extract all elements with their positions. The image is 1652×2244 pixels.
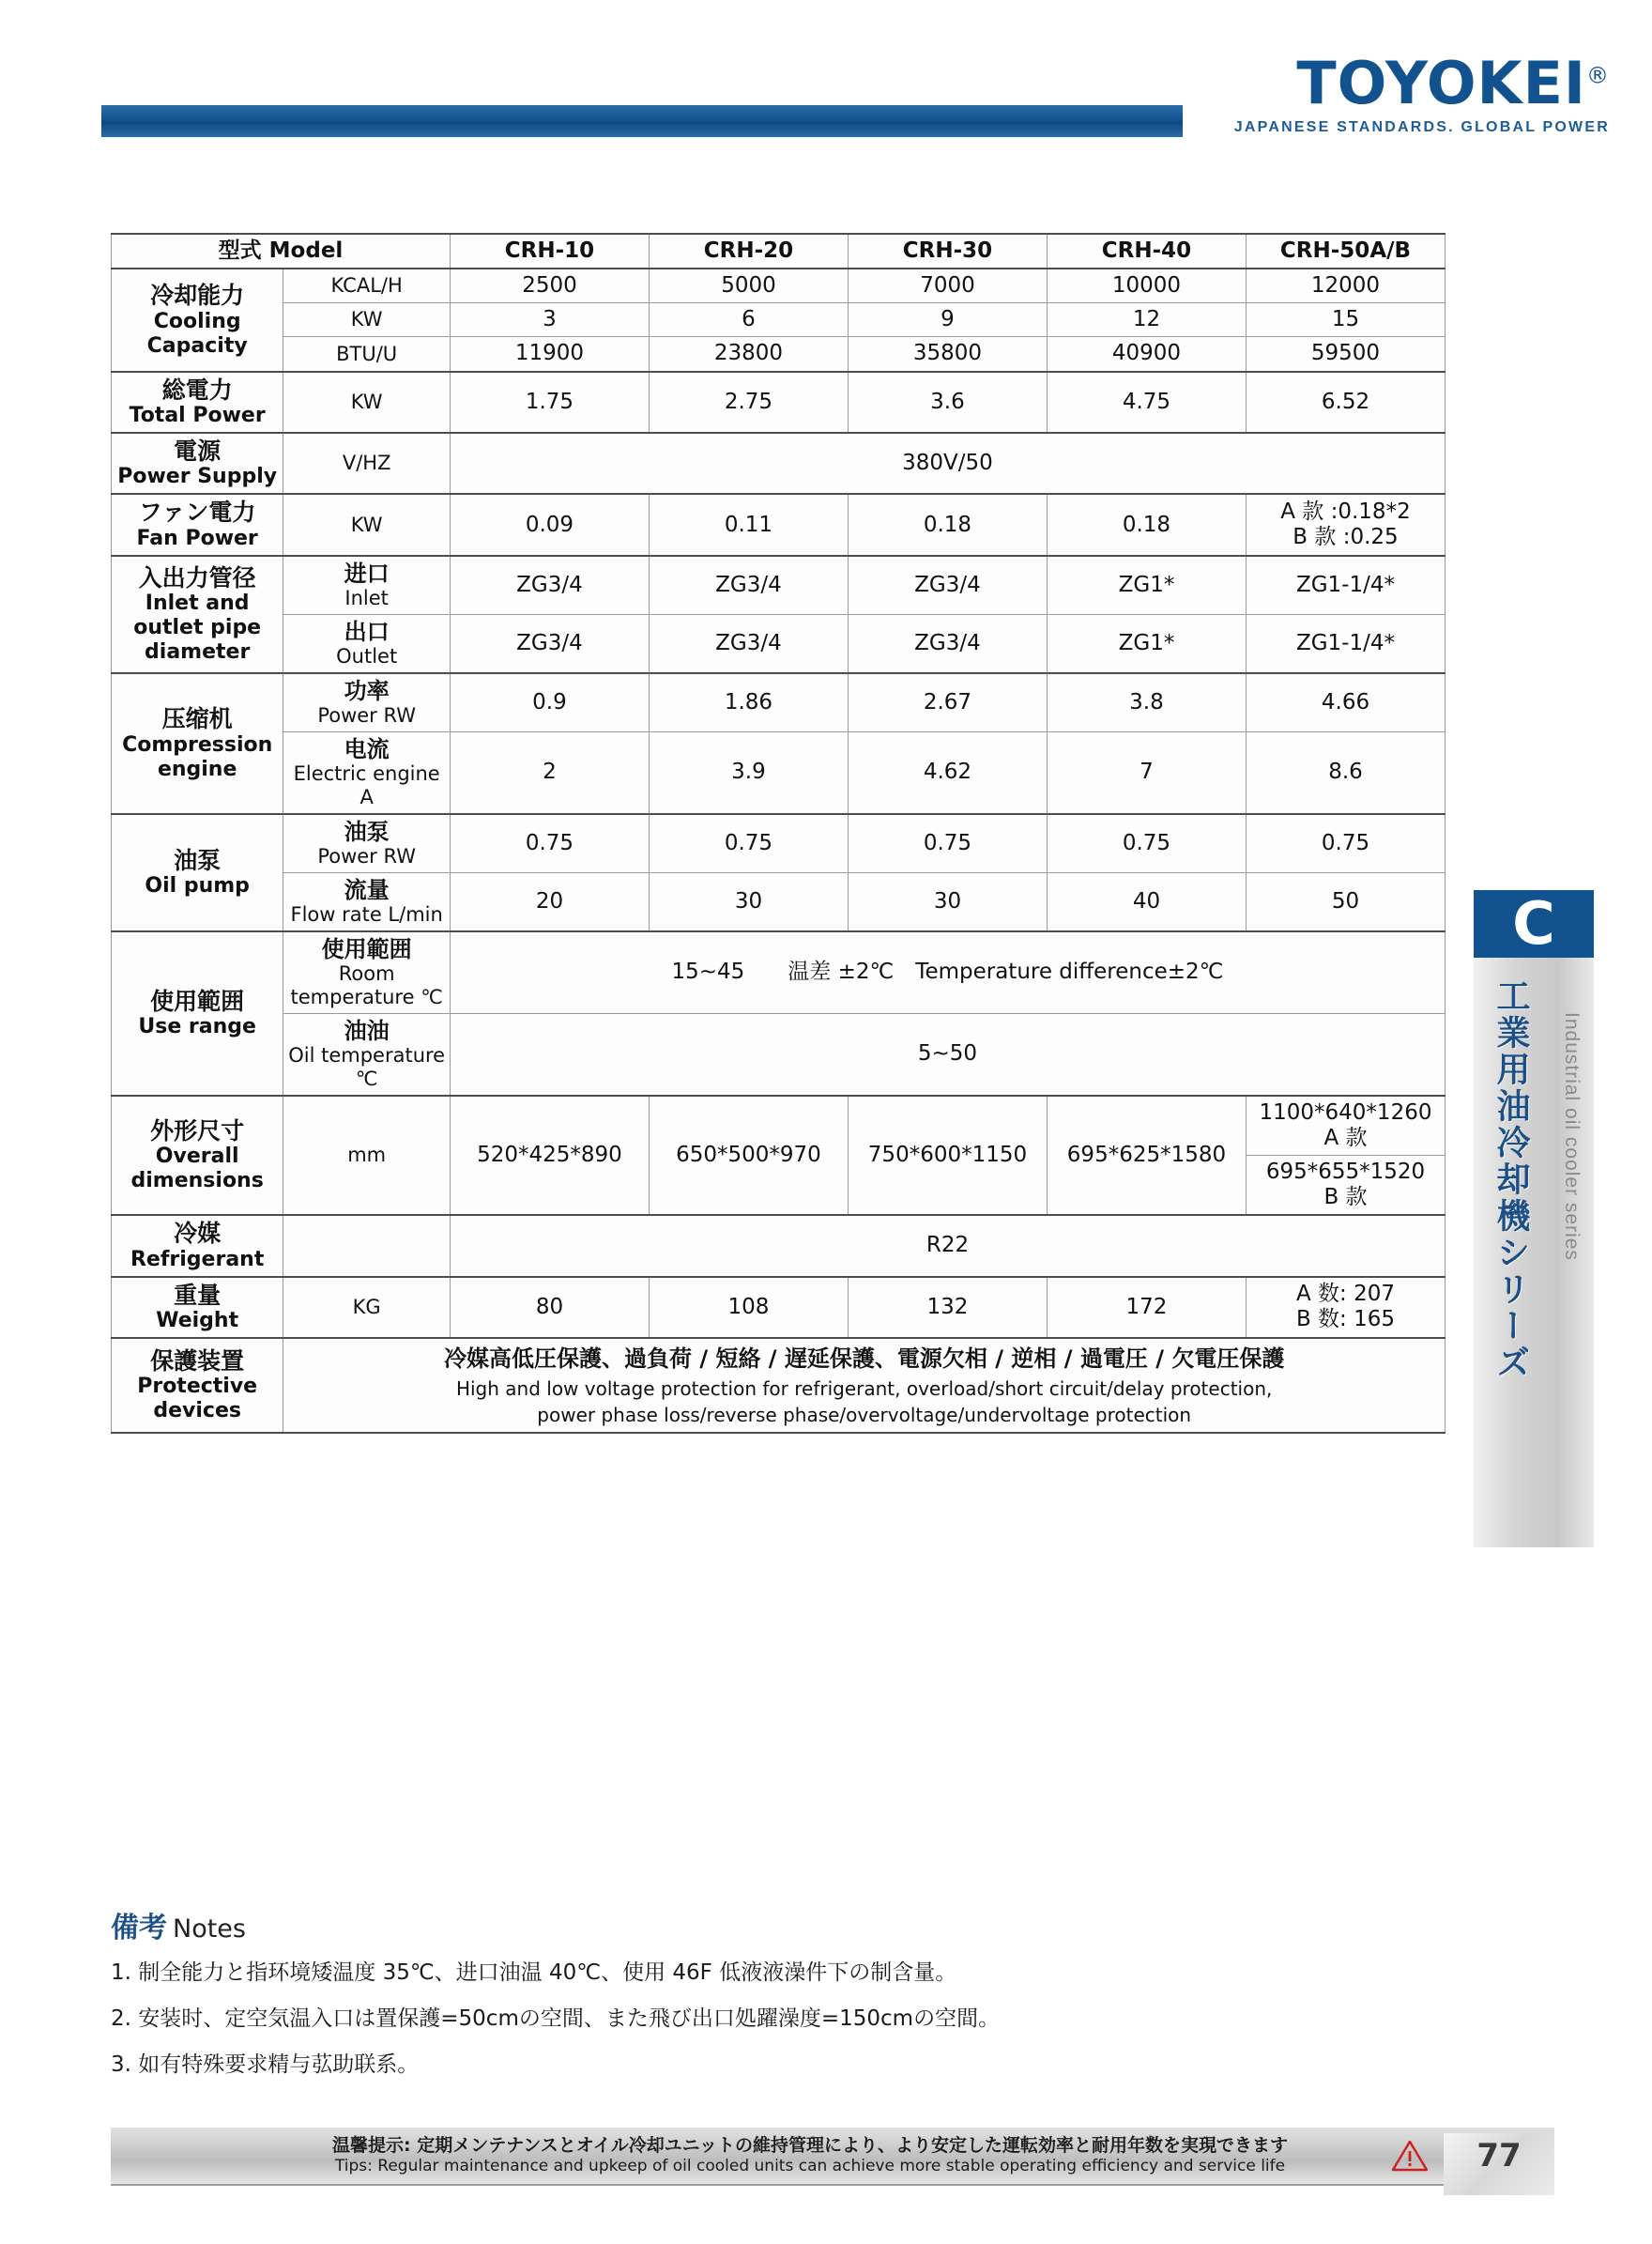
cell-value: ZG3/4: [848, 556, 1047, 615]
table-row: [112, 494, 1446, 555]
logo-text: TOYOKEI: [1296, 49, 1586, 117]
row-unit-oil-temp: [283, 1013, 451, 1095]
cell-value: 8.6: [1246, 732, 1445, 814]
category-jp: 冷却能力: [150, 282, 245, 310]
unit-label-en: Inlet: [344, 587, 389, 610]
unit-label-jp: 电流: [344, 736, 390, 763]
fan-power-a: A 款 :0.18*2: [1280, 500, 1411, 524]
cell-value-fan-crh50: [1246, 494, 1445, 555]
category-en: Fan Power: [136, 526, 258, 550]
cell-value-weight-crh50: [1246, 1277, 1445, 1338]
row-unit-inlet: [283, 556, 451, 615]
row-unit-room-temp: [283, 931, 451, 1013]
table-row: [112, 1215, 1446, 1276]
cell-value: ZG3/4: [649, 556, 848, 615]
unit-label-en: Outlet: [336, 645, 398, 669]
unit-label-en: Oil temperature ℃: [288, 1044, 446, 1091]
category-en: Power Supply: [117, 465, 278, 489]
category-en: Compression engine: [122, 732, 273, 781]
cell-value: 4.62: [848, 732, 1047, 814]
cell-value: ZG1*: [1047, 614, 1246, 673]
cell-value: 0.75: [1047, 814, 1246, 873]
table-row: [112, 556, 1446, 615]
notes-heading-en: Notes: [173, 1914, 246, 1944]
row-unit-empty: [283, 1215, 451, 1276]
cell-value: ZG1-1/4*: [1246, 614, 1445, 673]
category-jp: 入出力管径: [138, 563, 256, 592]
header-model-crh30: CRH-30: [848, 234, 1047, 269]
cell-value: 15: [1246, 303, 1445, 337]
unit-label-en: Room temperature ℃: [290, 962, 443, 1009]
cell-value: 40900: [1047, 337, 1246, 372]
cell-value: 0.18: [848, 494, 1047, 555]
page-footer: [111, 2128, 1554, 2186]
dimension-b-label: B 款: [1323, 1185, 1368, 1210]
cell-value: 0.75: [1246, 814, 1445, 873]
table-row: [112, 732, 1446, 814]
cell-value: ZG3/4: [450, 556, 649, 615]
table-row: [112, 372, 1446, 433]
cell-value: 3.9: [649, 732, 848, 814]
row-unit-kg: [283, 1277, 451, 1338]
category-en: Overall dimensions: [130, 1145, 264, 1193]
row-category-cooling-capacity: [112, 269, 283, 371]
category-en: Refrigerant: [130, 1247, 265, 1271]
side-tab-title-jp: 工業用油冷却機シリーズ: [1491, 978, 1530, 1381]
unit-label: BTU/U: [336, 342, 398, 365]
header-blue-bar: [101, 105, 1183, 137]
logo-tagline: JAPANESE STANDARDS. GLOBAL POWER: [1233, 119, 1610, 135]
cell-value: 0.11: [649, 494, 848, 555]
row-category-overall-dimensions: [112, 1096, 283, 1216]
cell-value: 11900: [450, 337, 649, 372]
table-row: [112, 614, 1446, 673]
cell-value: 1.86: [649, 673, 848, 732]
row-category-refrigerant: [112, 1215, 283, 1276]
specification-table: [111, 233, 1446, 1434]
category-en: Use range: [138, 1015, 256, 1039]
row-category-total-power: [112, 372, 283, 433]
cell-value: 59500: [1246, 337, 1445, 372]
cell-value-spanned: 380V/50: [450, 433, 1445, 494]
header-model-crh20: CRH-20: [649, 234, 848, 269]
cell-value: 30: [848, 873, 1047, 932]
side-tab-body: [1474, 958, 1594, 1547]
unit-label: V/HZ: [342, 452, 391, 475]
cell-value: 2.67: [848, 673, 1047, 732]
category-jp: 外形尺寸: [150, 1116, 245, 1145]
unit-label-en: Flow rate L/min: [290, 903, 443, 927]
protection-jp: 冷媒高低圧保護、過負荷 / 短絡 / 遅延保護、電源欠相 / 逆相 / 過電圧 / 欠電圧保護: [443, 1345, 1285, 1373]
unit-label-jp: 流量: [344, 877, 390, 904]
row-unit-kw: [283, 303, 451, 337]
row-category-fan-power: [112, 494, 283, 555]
cell-value: 0.9: [450, 673, 649, 732]
footer-tip-jp: 温馨提示: 定期メンテナンスとオイル冷却ユニットの維持管理により、より安定した運転効率と耐用年数を実現できます: [332, 2134, 1288, 2156]
row-unit-flow-rate: [283, 873, 451, 932]
cell-value: 50: [1246, 873, 1445, 932]
row-category-weight: [112, 1277, 283, 1338]
cell-value: 9: [848, 303, 1047, 337]
table-row: [112, 1338, 1446, 1433]
cell-value: 650*500*970: [649, 1096, 848, 1216]
cell-value: 0.18: [1047, 494, 1246, 555]
unit-label-en: Power RW: [317, 704, 416, 728]
table-row: [112, 1277, 1446, 1338]
row-category-oil-pump: [112, 814, 283, 931]
cell-value: 132: [848, 1277, 1047, 1338]
category-jp: 総電力: [161, 376, 233, 404]
cell-protective-description: [283, 1338, 1446, 1433]
category-en: Inlet and outlet pipe diameter: [133, 592, 262, 665]
protection-en-line2: power phase loss/reverse phase/overvoltage/undervoltage protection: [537, 1403, 1192, 1426]
header-model-crh50ab: CRH-50A/B: [1246, 234, 1445, 269]
row-unit-vhz: [283, 433, 451, 494]
cell-value: 10000: [1047, 269, 1246, 303]
category-en: Total Power: [129, 404, 266, 427]
row-category-protective-devices: [112, 1338, 283, 1433]
table-row: [112, 873, 1446, 932]
category-jp: 保護装置: [150, 1346, 245, 1375]
warning-triangle-icon: [1391, 2139, 1429, 2173]
row-unit-comp-current: [283, 732, 451, 814]
cell-value: 3.6: [848, 372, 1047, 433]
table-row: [112, 1013, 1446, 1095]
unit-label: KG: [352, 1296, 381, 1319]
registered-trademark-icon: ®: [1586, 62, 1610, 89]
note-item: 3. 如有特殊要求精与苰助联系。: [111, 2052, 420, 2078]
cell-value-spanned: R22: [450, 1215, 1445, 1276]
cell-value: 6.52: [1246, 372, 1445, 433]
cell-value: 80: [450, 1277, 649, 1338]
unit-label-jp: 进口: [344, 560, 390, 587]
cell-value: 2500: [450, 269, 649, 303]
cell-value: 0.75: [848, 814, 1047, 873]
cell-value: 7: [1047, 732, 1246, 814]
row-unit-outlet: [283, 614, 451, 673]
header-model-crh40: CRH-40: [1047, 234, 1246, 269]
cell-value: 520*425*890: [450, 1096, 649, 1216]
notes-heading: [111, 1904, 1331, 1945]
table-row: [112, 303, 1446, 337]
table-row: [112, 433, 1446, 494]
cell-value: 108: [649, 1277, 848, 1338]
unit-label: mm: [347, 1144, 387, 1167]
table-row: [112, 269, 1446, 303]
row-category-power-supply: [112, 433, 283, 494]
cell-value: 1.75: [450, 372, 649, 433]
category-en: Protective devices: [137, 1375, 258, 1423]
brand-logo: [1233, 49, 1610, 136]
row-unit-mm: [283, 1096, 451, 1216]
row-unit-pump-power: [283, 814, 451, 873]
cell-value: ZG1*: [1047, 556, 1246, 615]
header-model-crh10: CRH-10: [450, 234, 649, 269]
unit-label: KCAL/H: [330, 274, 403, 298]
cell-value: 6: [649, 303, 848, 337]
cell-value: 695*625*1580: [1047, 1096, 1246, 1216]
row-unit-kw: [283, 372, 451, 433]
unit-label-jp: 油泵: [344, 818, 390, 845]
cell-value: 35800: [848, 337, 1047, 372]
cell-value-dimensions-b: [1246, 1156, 1445, 1216]
cell-value: 20: [450, 873, 649, 932]
logo-wordmark: [1296, 49, 1610, 117]
cell-value-spanned: 15~45 温差 ±2℃ Temperature difference±2℃: [450, 931, 1445, 1013]
category-jp: ファン電力: [138, 499, 256, 527]
cell-value: ZG1-1/4*: [1246, 556, 1445, 615]
cell-value: 3: [450, 303, 649, 337]
category-jp: 使用範囲: [150, 987, 245, 1015]
note-item: 2. 安装时、定空気温入口は置保護=50cmの空間、また飛び出口処躍澡度=150cmの空間。: [111, 2006, 1001, 2032]
cell-value: 5000: [649, 269, 848, 303]
table-row: [112, 814, 1446, 873]
unit-label: KW: [350, 308, 383, 331]
category-jp: 重量: [174, 1281, 222, 1309]
cell-value: 0.09: [450, 494, 649, 555]
cell-value: ZG3/4: [450, 614, 649, 673]
weight-a: A 数: 207: [1295, 1282, 1395, 1307]
table-row: [112, 337, 1446, 372]
row-unit-comp-power: [283, 673, 451, 732]
cell-value: 750*600*1150: [848, 1096, 1047, 1216]
unit-label-jp: 出口: [344, 618, 390, 645]
row-category-use-range: [112, 931, 283, 1096]
cell-value: 2.75: [649, 372, 848, 433]
cell-value: ZG3/4: [848, 614, 1047, 673]
header-model-label: 型式 Model: [112, 234, 451, 269]
section-side-tab: [1474, 890, 1594, 1547]
cell-value: 12000: [1246, 269, 1445, 303]
page-header: [0, 0, 1652, 188]
cell-value: 23800: [649, 337, 848, 372]
category-jp: 冷媒: [174, 1220, 222, 1248]
cell-value: 12: [1047, 303, 1246, 337]
cell-value: ZG3/4: [649, 614, 848, 673]
cell-value: 0.75: [649, 814, 848, 873]
spec-table-wrapper: [111, 233, 1446, 1434]
notes-section: [111, 1904, 1331, 2097]
notes-heading-jp: 備考: [111, 1912, 167, 1944]
cell-value-spanned: 5~50: [450, 1013, 1445, 1095]
unit-label-en: Power RW: [317, 845, 416, 868]
unit-label-jp: 油油: [344, 1017, 390, 1044]
page-number-text: 77: [1476, 2137, 1522, 2175]
cell-value: 4.66: [1246, 673, 1445, 732]
unit-label-en: Electric engine A: [293, 762, 440, 809]
table-row: [112, 931, 1446, 1013]
cell-value: 172: [1047, 1277, 1246, 1338]
category-en: Weight: [156, 1309, 239, 1333]
table-header-row: [112, 234, 1446, 269]
footer-tip-text: [111, 2135, 1387, 2177]
cell-value: 3.8: [1047, 673, 1246, 732]
note-item: 1. 制全能力と指环境矮温度 35℃、进口油温 40℃、使用 46F 低液液澡件下の制含量。: [111, 1960, 957, 1985]
table-row: [112, 1096, 1446, 1156]
dimension-a-label: A 款: [1323, 1125, 1368, 1150]
dimension-a-value: 1100*640*1260: [1259, 1099, 1432, 1125]
cell-value: 7000: [848, 269, 1047, 303]
row-category-pipe-diameter: [112, 556, 283, 673]
unit-label: KW: [350, 513, 383, 536]
cell-value: 40: [1047, 873, 1246, 932]
unit-label-jp: 功率: [344, 678, 390, 705]
page-number: [1444, 2137, 1554, 2175]
unit-label-jp: 使用範囲: [321, 936, 412, 963]
category-en: Oil pump: [145, 874, 250, 899]
category-jp: 油泵: [174, 846, 222, 874]
row-category-compression-engine: [112, 673, 283, 814]
cell-value-dimensions-a: [1246, 1096, 1445, 1156]
side-tab-letter: C: [1474, 890, 1594, 958]
fan-power-b: B 款 :0.25: [1293, 525, 1399, 550]
protection-en-line1: High and low voltage protection for refrigerant, overload/short circuit/delay protection,: [455, 1376, 1273, 1400]
cell-value: 30: [649, 873, 848, 932]
category-jp: 压缩机: [161, 705, 233, 733]
weight-b: B 数: 165: [1295, 1307, 1396, 1332]
dimension-b-value: 695*655*1520: [1265, 1160, 1426, 1185]
cell-value: 2: [450, 732, 649, 814]
side-tab-title-en: Industrial oil cooler series: [1561, 1012, 1583, 1261]
cell-value: 0.75: [450, 814, 649, 873]
row-unit-btu: [283, 337, 451, 372]
row-unit-kcal: [283, 269, 451, 303]
category-en: Cooling Capacity: [146, 309, 248, 358]
row-unit-kw: [283, 494, 451, 555]
footer-tip-en: Tips: Regular maintenance and upkeep of oil cooled units can achieve more stable operating efficiency and service life: [334, 2157, 1286, 2176]
unit-label: KW: [350, 390, 383, 413]
cell-value: 4.75: [1047, 372, 1246, 433]
category-jp: 電源: [174, 437, 222, 465]
table-row: [112, 673, 1446, 732]
